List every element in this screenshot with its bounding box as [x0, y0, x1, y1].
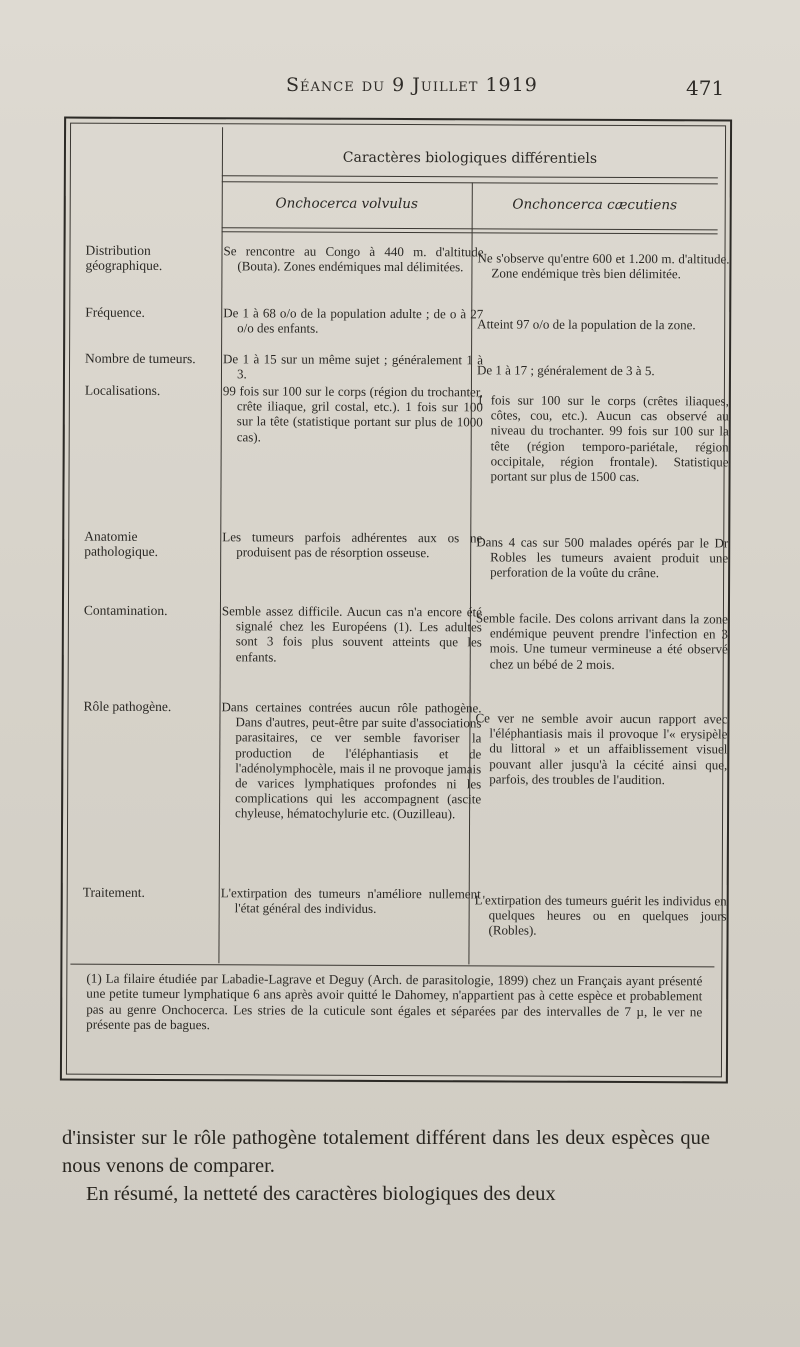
column-rule-middle [468, 182, 472, 964]
row-localisations-col2: 1 fois sur 100 sur le corps (crêtes iliaques, côtes, cou, etc.). Aucun cas observé au niveau du trochanter. 99 fois sur 100 sur la tête (région temporo-pariétale, région occipitale, région frontale). Statistique portant sur plus de 1500 cas. [476, 392, 729, 485]
row-label-nombre: Nombre de tumeurs. [85, 350, 196, 367]
row-traitement-col1: L'extirpation des tumeurs n'améliore nullement l'état général des individus. [220, 885, 481, 917]
page-number: 471 [686, 76, 725, 100]
running-head [0, 74, 800, 104]
body-paragraph [62, 1124, 710, 1208]
body-para-1: d'insister sur le rôle pathogène totalement différent dans les deux espèces que nous venons de comparer. [62, 1127, 710, 1177]
footnote-rule [70, 964, 714, 968]
row-role-col2: Ce ver ne semble avoir aucun rapport avec l'éléphantiasis mais il provoque l'« erysipèle du littoral » et un affaiblissement visuel pouvant aller jusqu'à la cécité ainsi que, parfois, des troubles de l'audition. [475, 710, 728, 787]
row-label-localisations: Localisations. [84, 382, 161, 398]
running-title: Séance du 9 Juillet 1919 [286, 74, 538, 96]
group-header: Caractères biologiques différentiels [342, 149, 598, 167]
row-label-contamination: Contamination. [83, 602, 168, 619]
row-distribution-col2: Ne s'observe qu'entre 600 et 1.200 m. d'altitude. Zone endémique très bien délimitée. [477, 250, 730, 282]
row-nombre-col2: De 1 à 17 ; généralement de 3 à 5. [476, 362, 655, 379]
subheader-rule-2 [222, 231, 718, 234]
row-label-role: Rôle pathogène. [83, 698, 172, 715]
row-label-anatomie: Anatomie pathologique. [84, 528, 159, 559]
subheader-rule [222, 227, 718, 230]
col2-header: Onchoncerca cæcutiens [512, 196, 678, 214]
row-label-traitement: Traitement. [82, 884, 145, 900]
comparison-table [60, 117, 732, 1084]
row-traitement-col2: L'extirpation des tumeurs guérit les individus en quelques heures ou en quelques jours (Robles). [474, 892, 727, 939]
row-role-col1: Dans certaines contrées aucun rôle pathogène. Dans d'autres, peut-être par suite d'associations parasitaires, ce ver semble favoriser la production de l'éléphantiasis et de l'adénolymphocèle, mais il ne provoque jamais de varices lymphatiques profondes ni les complications qui les accompagnent (ascite chyleuse, hématochylurie etc. (Ouzilleau). [221, 699, 482, 822]
row-label-frequence: Fréquence. [85, 304, 145, 320]
row-frequence-col2: Atteint 97 o/o de la population de la zone. [477, 316, 696, 333]
header-rule [222, 175, 718, 178]
row-contamination-col1: Semble assez difficile. Aucun cas n'a encore été signalé chez les Européens (1). Les adultes sont 3 fois plus souvent atteints que les enfants. [221, 603, 482, 665]
row-anatomie-col1: Les tumeurs parfois adhérentes aux os ne produisent pas de résorption osseuse. [222, 529, 483, 561]
row-distribution-col1: Se rencontre au Congo à 440 m. d'altitude (Bouta). Zones endémiques mal délimitées. [223, 243, 484, 275]
row-anatomie-col2: Dans 4 cas sur 500 malades opérés par le Dr Robles les tumeurs avaient produit une perforation de la voûte du crâne. [476, 534, 729, 581]
row-label-distribution: Distribution géographique. [85, 242, 163, 273]
header-rule-2 [222, 181, 718, 184]
row-nombre-col1: De 1 à 15 sur un même sujet ; généralement 1 à 3. [223, 351, 484, 382]
body-para-2: En résumé, la netteté des caractères biologiques des deux [86, 1183, 556, 1205]
col1-header: Onchocerca volvulus [275, 195, 418, 213]
row-contamination-col2: Semble facile. Des colons arrivant dans la zone endémique peuvent prendre l'infection en 3 mois. Une tumeur vermineuse a été observé chez un bébé de 2 mois. [475, 610, 728, 672]
row-frequence-col1: De 1 à 68 o/o de la population adulte ; de o à 27 o/o des enfants. [223, 305, 484, 336]
table-footnote: (1) La filaire étudiée par Labadie-Lagrave et Deguy (Arch. de parasitologie, 1899) chez un Français ayant présenté une petite tumeur lymphatique 6 ans après avoir quitté le Dahomey, n'appartient pas à cette espèce et probablement pas au genre Onchocerca. Les stries de la cuticule sont égales et séparées par des intervalles de 7 µ, le ver ne présente pas de bagues. [86, 970, 703, 1033]
row-localisations-col1: 99 fois sur 100 sur le corps (région du trochanter, crête iliaque, gril costal, etc.). 1 fois sur 100 sur la tête (statistique portant sur plus de 1000 cas). [222, 383, 483, 445]
